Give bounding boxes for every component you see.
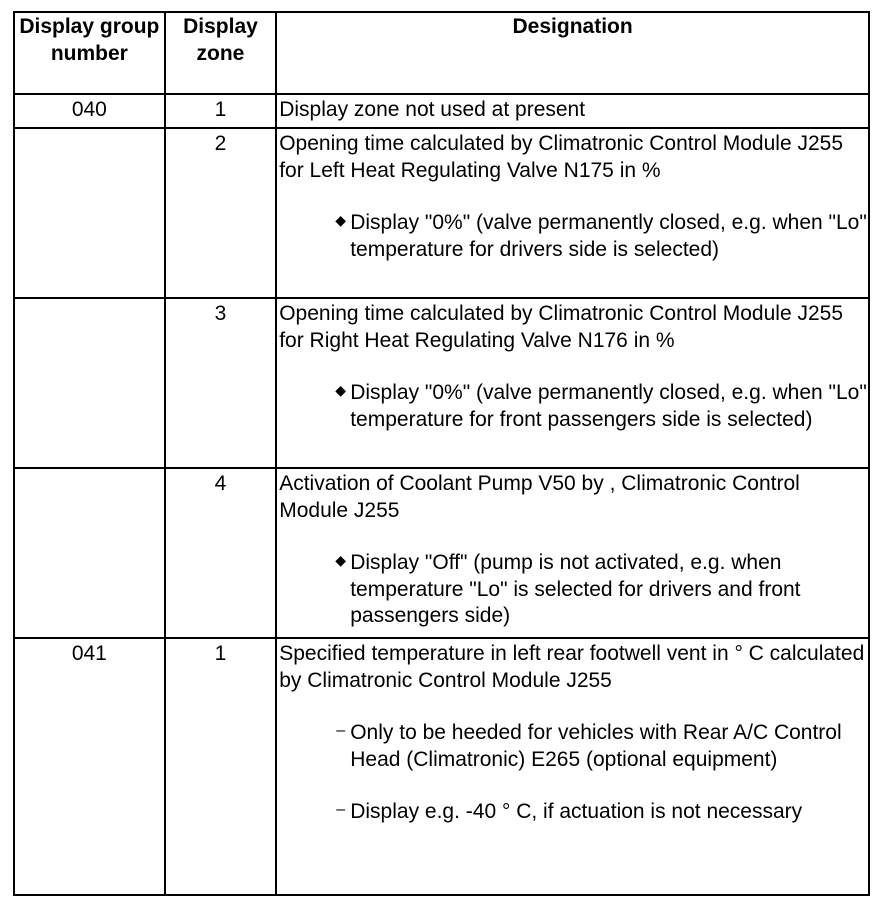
diamond-bullet-icon: ◆	[335, 552, 346, 568]
group-number-cell: 041	[14, 638, 165, 895]
table-row	[14, 298, 869, 468]
zone-cell: 2	[165, 128, 277, 298]
group-number-cell	[14, 468, 165, 638]
dash-bullet-icon: –	[336, 801, 346, 818]
dash-text: Only to be heeded for vehicles with Rear A/C Control Head (Climatronic) E265 (optional equipment)	[350, 721, 842, 771]
designation-cell	[276, 94, 869, 128]
table-row	[14, 638, 869, 895]
zone-cell: 3	[165, 298, 277, 468]
designation-text: Display zone not used at present	[279, 98, 586, 121]
designation-text: Specified temperature in left rear footwell vent in ° C calculated by Climatronic Control Module J255	[279, 642, 865, 692]
table-row	[14, 94, 869, 128]
group-number-cell	[14, 128, 165, 298]
bullet-item	[279, 550, 868, 630]
dash-item	[279, 799, 868, 826]
bullet-text: Display "Off" (pump is not activated, e.g. when temperature "Lo" is selected for drivers and front passengers side)	[350, 551, 801, 627]
zone-cell: 1	[165, 94, 277, 128]
dash-item	[279, 720, 868, 773]
group-number-cell	[14, 298, 165, 468]
diamond-bullet-icon: ◆	[335, 212, 346, 228]
dash-text: Display e.g. -40 ° C, if actuation is not necessary	[350, 800, 803, 823]
designation-cell	[276, 638, 869, 895]
zone-cell: 1	[165, 638, 277, 895]
display-group-table	[13, 11, 870, 896]
bullet-item	[279, 210, 868, 263]
designation-text: Opening time calculated by Climatronic Control Module J255 for Left Heat Regulating Valve N175 in %	[279, 132, 843, 182]
designation-text: Opening time calculated by Climatronic Control Module J255 for Right Heat Regulating Valve N176 in %	[279, 302, 843, 352]
bullet-text: Display "0%" (valve permanently closed, e.g. when "Lo" temperature for front passengers side is selected)	[350, 381, 867, 431]
dash-bullet-icon: –	[336, 722, 346, 739]
group-number-cell: 040	[14, 94, 165, 128]
bullet-text: Display "0%" (valve permanently closed, e.g. when "Lo" temperature for drivers side is selected)	[350, 211, 867, 261]
bullet-item	[279, 380, 868, 433]
header-row	[14, 12, 869, 94]
designation-cell	[276, 298, 869, 468]
zone-cell: 4	[165, 468, 277, 638]
header-group-number: Display group number	[14, 12, 165, 94]
table-row	[14, 468, 869, 638]
designation-cell	[276, 468, 869, 638]
designation-text: Activation of Coolant Pump V50 by , Climatronic Control Module J255	[279, 472, 800, 522]
diamond-bullet-icon: ◆	[335, 382, 346, 398]
table-row	[14, 128, 869, 298]
header-zone: Display zone	[165, 12, 277, 94]
header-designation: Designation	[276, 12, 869, 94]
designation-cell	[276, 128, 869, 298]
